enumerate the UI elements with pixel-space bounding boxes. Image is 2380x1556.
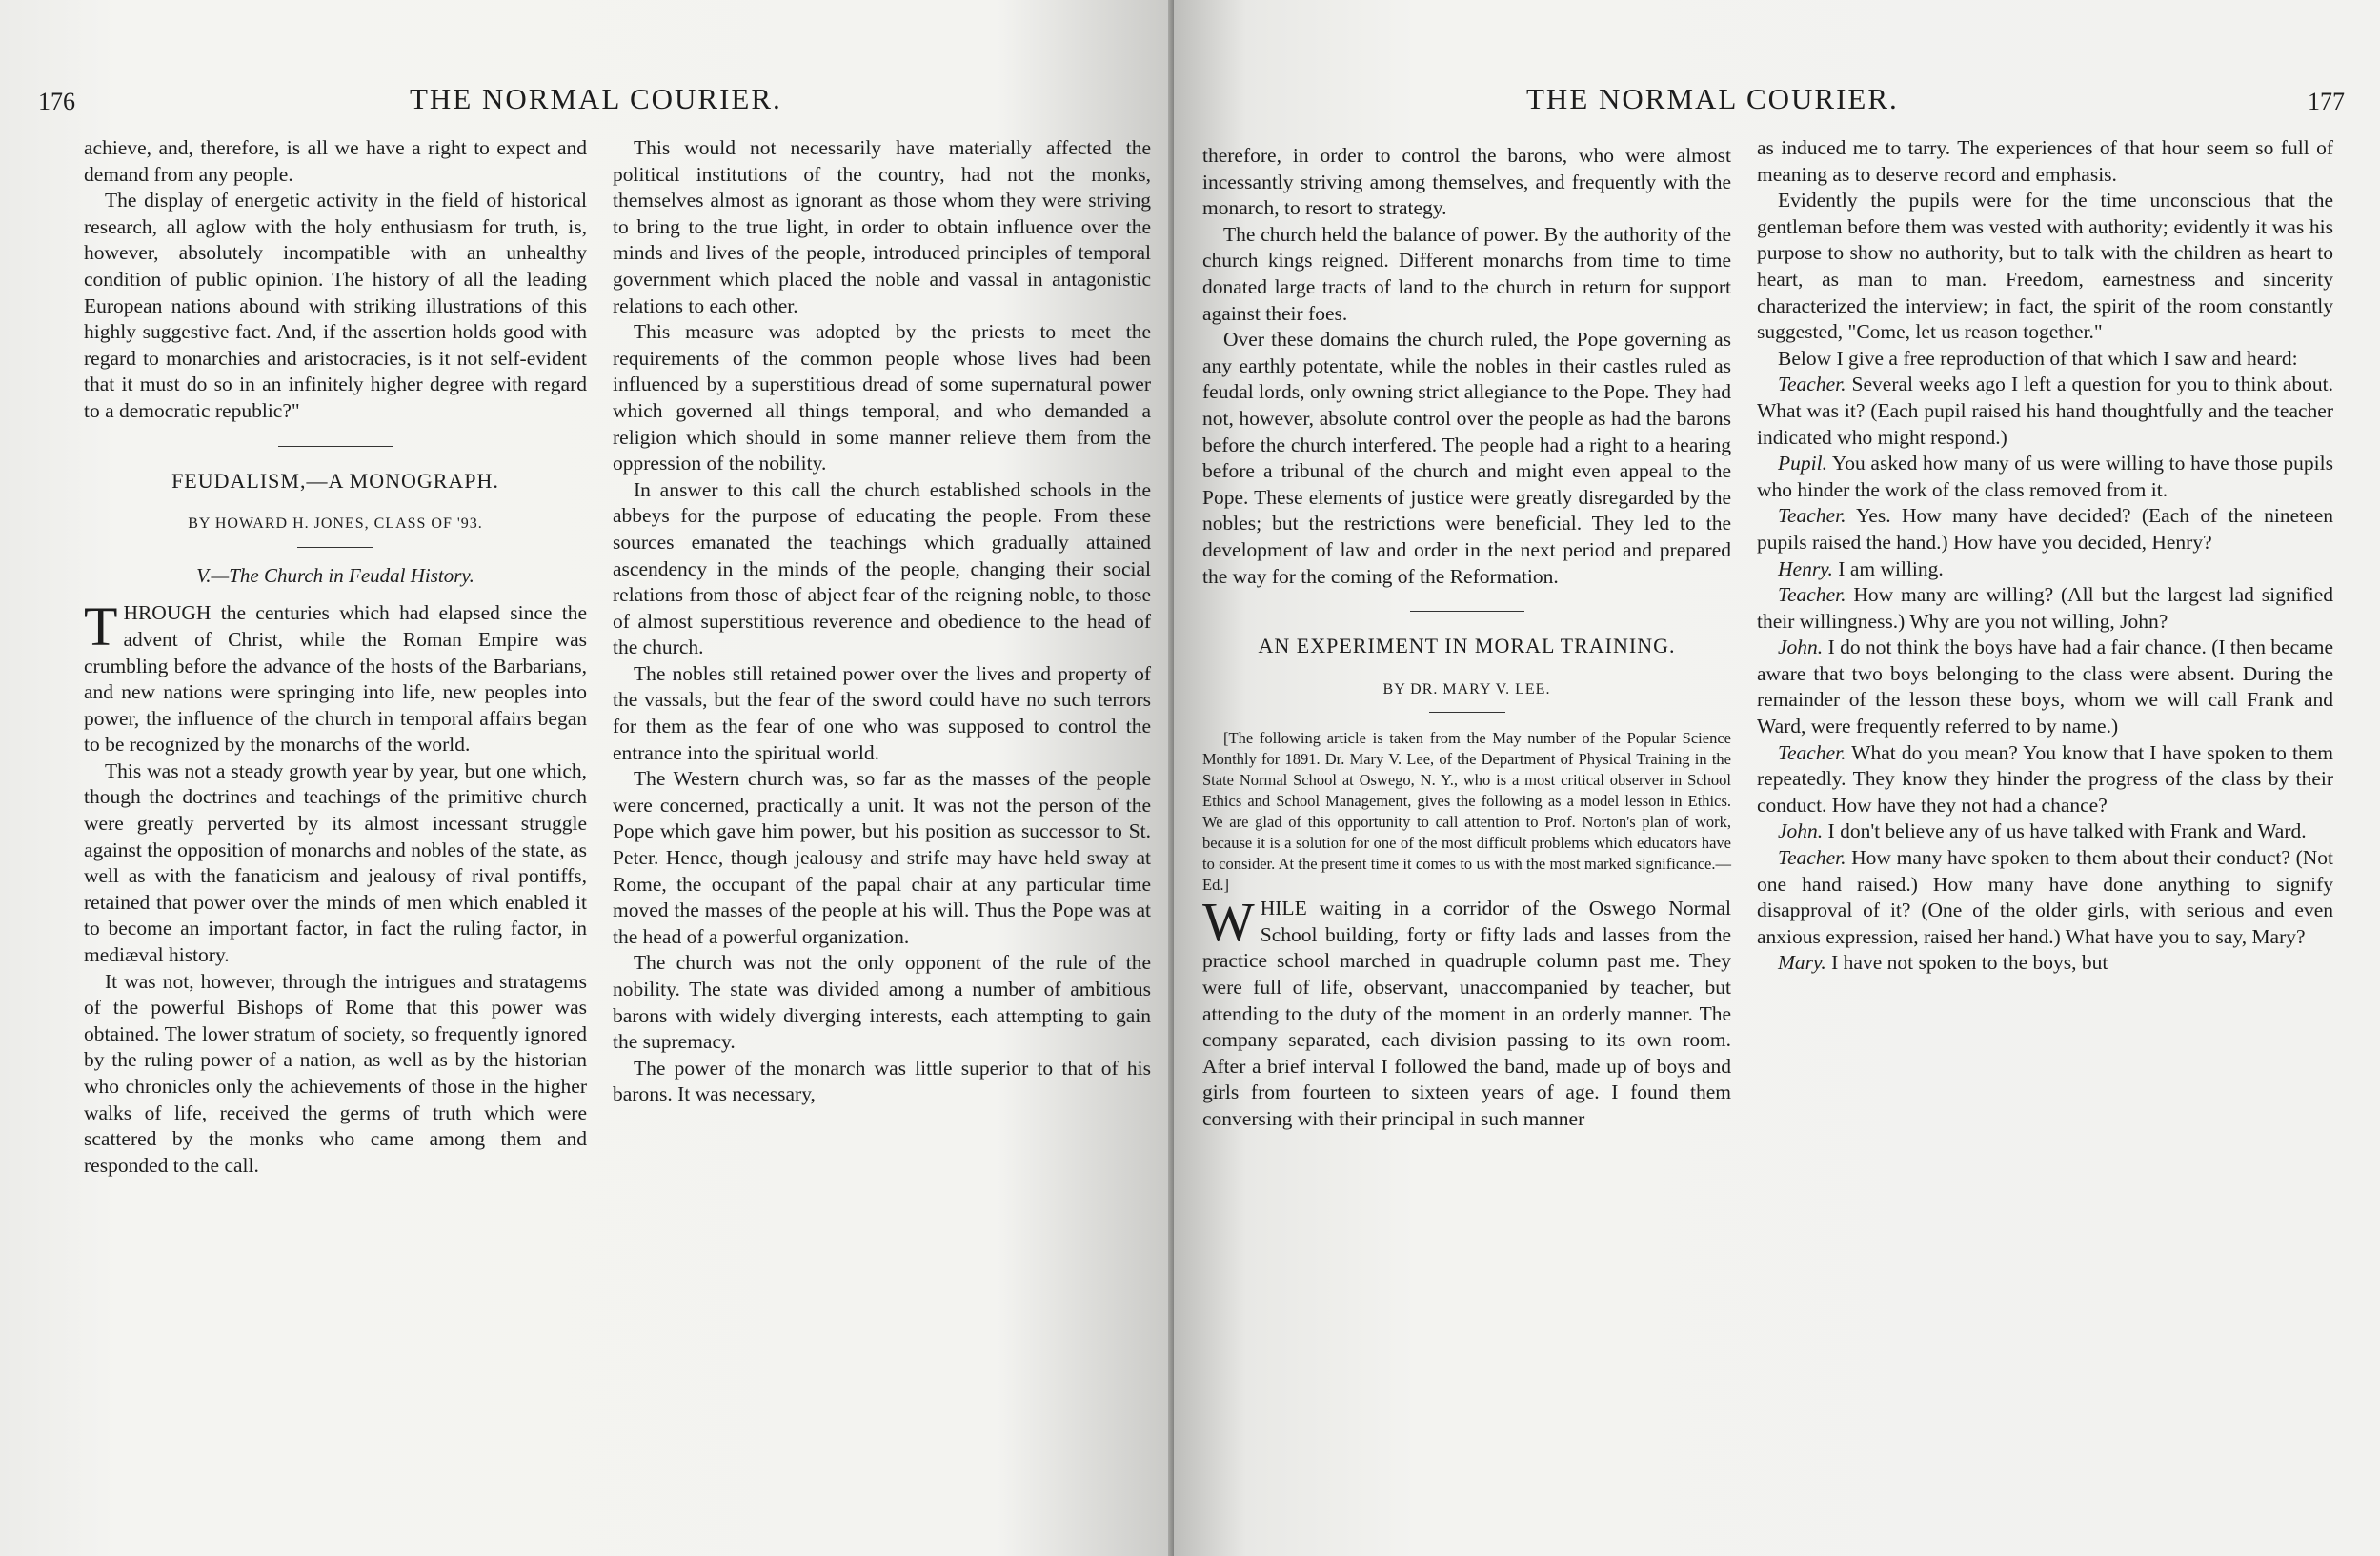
divider bbox=[297, 547, 373, 548]
left-page bbox=[0, 0, 1174, 1556]
dialogue-line: Teacher. Yes. How many have decided? (Each of the nineteen pupils raised the hand.) How have you decided, Henry? bbox=[1757, 504, 2333, 554]
paragraph: Below I give a free reproduction of that which I saw and heard: bbox=[1778, 346, 2298, 370]
paragraph: This would not necessarily have materially affected the political institutions of the country, had not the monks, themselves almost as ignorant as those whom they were striving to bring to the true light, in order to obtain influence over the minds and lives of the people, introduced principles of temporal government which placed the noble and vassal in antagonistic relations to each other. bbox=[613, 136, 1151, 317]
paragraph: In answer to this call the church established schools in the abbeys for the purpose of educating the people. From these sources emanated the teachings which gradually attained ascendency in the minds of the people, changing their social relations from those of abject fear of the reigning noble, to those of almost superstitious reverence and obedience to the head of the church. bbox=[613, 477, 1151, 659]
byline: BY DR. MARY V. LEE. bbox=[1382, 680, 1551, 697]
dialogue-line: Teacher. How many are willing? (All but the largest lad signified their willingness.) Why are you not willing, John? bbox=[1757, 583, 2333, 633]
running-head: THE NORMAL COURIER. bbox=[1526, 82, 1899, 115]
paragraph: The church was not the only opponent of the rule of the nobility. The state was divided among a number of ambitious barons with widely diverging interests, each attempting to gain the supremacy. bbox=[613, 951, 1151, 1054]
speaker: Teacher. bbox=[1778, 504, 1846, 528]
dialogue-line: Teacher. What do you mean? You know that I have spoken to them repeatedly. They know they hinder the progress of the class by their conduct. How have they not had a chance? bbox=[1757, 740, 2333, 817]
article-title: AN EXPERIMENT IN MORAL TRAINING. bbox=[1258, 634, 1676, 658]
right-page bbox=[1174, 0, 2380, 1556]
speaker: Teacher. bbox=[1778, 846, 1846, 870]
article-title: FEUDALISM,—A MONOGRAPH. bbox=[171, 468, 499, 493]
paragraph: Evidently the pupils were for the time unconscious that the gentleman before them was vested with authority; evidently it was his purpose to show no authority, but to talk with the children as heart to heart, as man to man. Freedom, earnestness and sincerity characterized the interview; in fact, the spirit of the room constantly suggested, "Come, let us reason together." bbox=[1757, 189, 2333, 344]
dialogue-line: Pupil. You asked how many of us were willing to have those pupils who hinder the work of the class removed from it. bbox=[1757, 452, 2333, 501]
divider bbox=[1429, 712, 1505, 713]
speaker: Mary. bbox=[1778, 951, 1826, 975]
paragraph: The display of energetic activity in the field of historical research, all aglow with the holy enthusiasm for truth, is, however, absolutely incompatible with an unhealthy condition of public opinion. The history of all the leading European nations abound with striking illustrations of this highly suggestive fact. And, if the assertion holds good with regard to monarchies and aristocracies, is it not self-evident that it must do so in an infinitely higher degree with regard to a democratic republic?" bbox=[84, 189, 587, 422]
editor-note: [The following article is taken from the May number of the Popular Science Monthly for 1891. Dr. Mary V. Lee, of the Department of Physical Training in the State Normal School at Oswego, N. Y., who is a most critical observer in School Ethics and School Management, gives the following as a model lesson in Ethics. We are glad of this opportunity to call attention to Prof. Norton's plan of work, because it is a solution for one of the most difficult problems which educators have to consider. At the present time it comes to us with the most marked significance.—Ed.] bbox=[1202, 729, 1731, 895]
dialogue-line: Mary. I have not spoken to the boys, but bbox=[1778, 951, 2108, 975]
paragraph: THROUGH the centuries which had elapsed since the advent of Christ, while the Roman Empire was crumbling before the advance of the hosts of the Barbarians, and new nations were springing into life, new peoples into power, the influence of the church in temporal affairs began to be recognized by the monarchs of the world. bbox=[84, 596, 587, 757]
paragraph: The church held the balance of power. By the authority of the church kings reigned. Different monarchs from time to time donated large tracts of land to the church in return for support against their foes. bbox=[1202, 222, 1731, 325]
article-subtitle: V.—The Church in Feudal History. bbox=[196, 563, 474, 587]
page-number: 176 bbox=[38, 88, 75, 115]
dialogue-line: Teacher. How many have spoken to them about their conduct? (Not one hand raised.) How many have done anything to signify disapproval of it? (One of the older girls, with serious and even anxious expression, raised her hand.) What have you to say, Mary? bbox=[1757, 846, 2333, 948]
drop-cap: W bbox=[1202, 891, 1255, 954]
speaker: Teacher. bbox=[1778, 583, 1846, 607]
page-number: 177 bbox=[2308, 88, 2345, 115]
paragraph: WHILE waiting in a corridor of the Oswego Normal School building, forty or fifty lads and lasses from the practice school marched in quadruple column past me. They were full of life, observant, unaccompanied by teacher, but attending to the duty of the moment in an orderly manner. The company separated, each division passing to its own room. After a brief interval I followed the band, made up of boys and girls from fourteen to sixteen years of age. I found them conversing with their principal in such manner bbox=[1202, 891, 1731, 1131]
paragraph: It was not, however, through the intrigues and stratagems of the powerful Bishops of Rome that this power was obtained. The lower stratum of society, so frequently ignored by the ruling power of a nation, as well as by the historian who chronicles only the achievements of those in the higher walks of life, received the germs of truth which were scattered by the monks who came among them and responded to the call. bbox=[84, 969, 587, 1177]
right-column-1 bbox=[1202, 143, 1731, 1133]
paragraph: This measure was adopted by the priests to meet the requirements of the common people whose lives had been influenced by a superstitious dread of some supernatural power which governed all things temporal, and who demanded a religion which should in some manner relieve them from the oppression of the nobility. bbox=[613, 320, 1151, 475]
speaker: John. bbox=[1778, 636, 1824, 659]
right-column-2 bbox=[1757, 135, 2333, 977]
paragraph: This was not a steady growth year by year, but one which, though the doctrines and teachings of the primitive church were greatly perverted by its almost incessant struggle against the opposition of monarchs and nobles of the state, as well as with the fanaticism and jealousy of rival pontiffs, retained that power over the minds of men which enabled it to become an important factor, in fact the ruling factor, in mediæval history. bbox=[84, 758, 587, 967]
dialogue-line: Teacher. Several weeks ago I left a question for you to think about. What was it? (Each pupil raised his hand thoughtfully and the teacher indicated who might respond.) bbox=[1757, 373, 2333, 449]
drop-cap: T bbox=[84, 596, 118, 658]
divider bbox=[1410, 611, 1524, 612]
dialogue-line: John. I do not think the boys have had a fair chance. (I then became aware that two boys belonging to the class were absent. During the remainder of the lesson these boys, whom we will call Frank and Ward, were frequently referred to by name.) bbox=[1757, 636, 2333, 738]
speaker: Teacher. bbox=[1778, 373, 1846, 396]
divider bbox=[278, 446, 393, 447]
speaker: Pupil. bbox=[1778, 452, 1827, 475]
paragraph: The Western church was, so far as the masses of the people were concerned, practically a unit. It was not the person of the Pope which gave him power, but his position as successor to St. Peter. Hence, though jealousy and strife may have held sway at Rome, the occupant of the papal chair at any particular time moved the masses of the people at his will. Thus the Pope was at the head of a powerful organization. bbox=[613, 767, 1151, 948]
dialogue-line: Henry. I am willing. bbox=[1778, 556, 1944, 580]
dialogue-line: John. I don't believe any of us have talked with Frank and Ward. bbox=[1778, 819, 2307, 843]
speaker: Henry. bbox=[1778, 556, 1833, 580]
paragraph: The nobles still retained power over the lives and property of the vassals, but the fear of the sword could have no such terrors for them as the fear of one who was supposed to control the entrance into the spiritual world. bbox=[613, 661, 1151, 764]
left-column-2 bbox=[613, 135, 1151, 1108]
paragraph: achieve, and, therefore, is all we have a right to expect and demand from any people. bbox=[84, 136, 587, 186]
paragraph: The power of the monarch was little superior to that of his barons. It was necessary, bbox=[613, 1056, 1151, 1106]
left-column-1 bbox=[84, 135, 587, 1179]
paragraph: Over these domains the church ruled, the Pope governing as any earthly potentate, while the nobles in their castles ruled as feudal lords, only owning strict allegiance to the Pope. They had not, however, absolute control over the people as had the barons before the church interfered. The people had a right to a hearing before a tribunal of the church and might even appeal to the Pope. These elements of justice were greatly disregarded by the nobles; but the restrictions were beneficial. They led to the development of law and order in the next period and prepared the way for the coming of the Reformation. bbox=[1202, 328, 1731, 588]
speaker: Teacher. bbox=[1778, 740, 1846, 764]
paragraph: as induced me to tarry. The experiences of that hour seem so full of meaning as to deserve record and emphasis. bbox=[1757, 136, 2333, 186]
byline: BY HOWARD H. JONES, CLASS OF '93. bbox=[188, 515, 483, 533]
running-head: THE NORMAL COURIER. bbox=[410, 82, 782, 115]
paragraph: therefore, in order to control the barons, who were almost incessantly striving among themselves, and frequently with the monarch, to resort to strategy. bbox=[1202, 144, 1731, 220]
speaker: John. bbox=[1778, 819, 1824, 843]
